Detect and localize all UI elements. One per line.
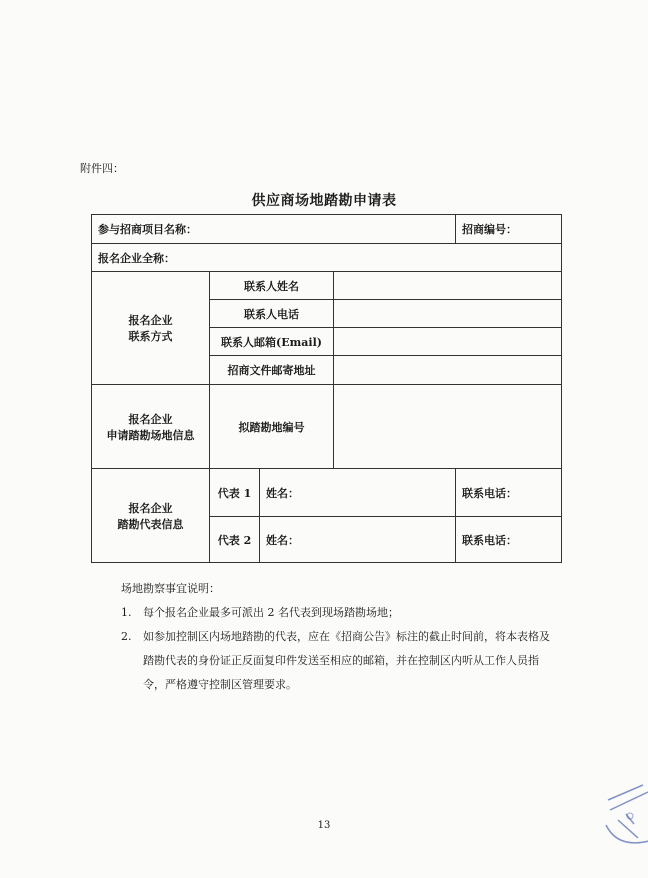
bid-number-label: 招商编号： xyxy=(456,215,562,244)
contact-group-label: 报名企业 联系方式 xyxy=(92,272,210,385)
note-number: 1. xyxy=(121,606,132,619)
rep1-label: 代表 1 xyxy=(210,469,260,517)
rep-group-label: 报名企业 踏勘代表信息 xyxy=(92,469,210,563)
page-number: 13 xyxy=(317,820,331,831)
notes-section xyxy=(121,577,551,697)
contact-name-field[interactable] xyxy=(334,272,562,300)
rep2-phone-label[interactable]: 联系电话： xyxy=(456,517,562,563)
rep1-name-label[interactable]: 姓名： xyxy=(260,469,456,517)
application-form-table xyxy=(91,214,562,563)
form-row-project xyxy=(92,215,562,244)
mailing-address-field[interactable] xyxy=(334,356,562,385)
note-text: 如参加控制区内场地踏勘的代表，应在《招商公告》标注的截止时间前，将本表格及踏勘代表的身份证正反面复印件发送至相应的邮箱，并在控制区内听从工作人员指令，严格遵守控制区管理要求。 xyxy=(143,630,550,691)
mailing-address-label: 招商文件邮寄地址 xyxy=(210,356,334,385)
contact-email-label: 联系人邮箱(Email) xyxy=(210,328,334,356)
site-group-label: 报名企业 申请踏勘场地信息 xyxy=(92,385,210,469)
note-item xyxy=(121,625,551,697)
site-number-label: 拟踏勘地编号 xyxy=(210,385,334,469)
rep2-name-label[interactable]: 姓名： xyxy=(260,517,456,563)
notes-heading: 场地勘察事宜说明： xyxy=(121,582,220,595)
company-seal-stamp-icon xyxy=(598,780,648,860)
note-text: 每个报名企业最多可派出 2 名代表到现场踏勘场地； xyxy=(143,606,399,619)
project-name-label: 参与招商项目名称： xyxy=(92,215,456,244)
site-number-field[interactable] xyxy=(334,385,562,469)
attachment-label: 附件四： xyxy=(80,162,124,175)
contact-phone-label: 联系人电话 xyxy=(210,300,334,328)
company-fullname-label: 报名企业全称： xyxy=(92,244,562,272)
note-item xyxy=(121,601,551,625)
form-row-company xyxy=(92,244,562,272)
form-title: 供应商场地踏勘申请表 xyxy=(251,193,397,209)
rep2-label: 代表 2 xyxy=(210,517,260,563)
rep1-phone-label[interactable]: 联系电话： xyxy=(456,469,562,517)
contact-name-label: 联系人姓名 xyxy=(210,272,334,300)
contact-phone-field[interactable] xyxy=(334,300,562,328)
note-number: 2. xyxy=(121,630,132,643)
contact-email-field[interactable] xyxy=(334,328,562,356)
